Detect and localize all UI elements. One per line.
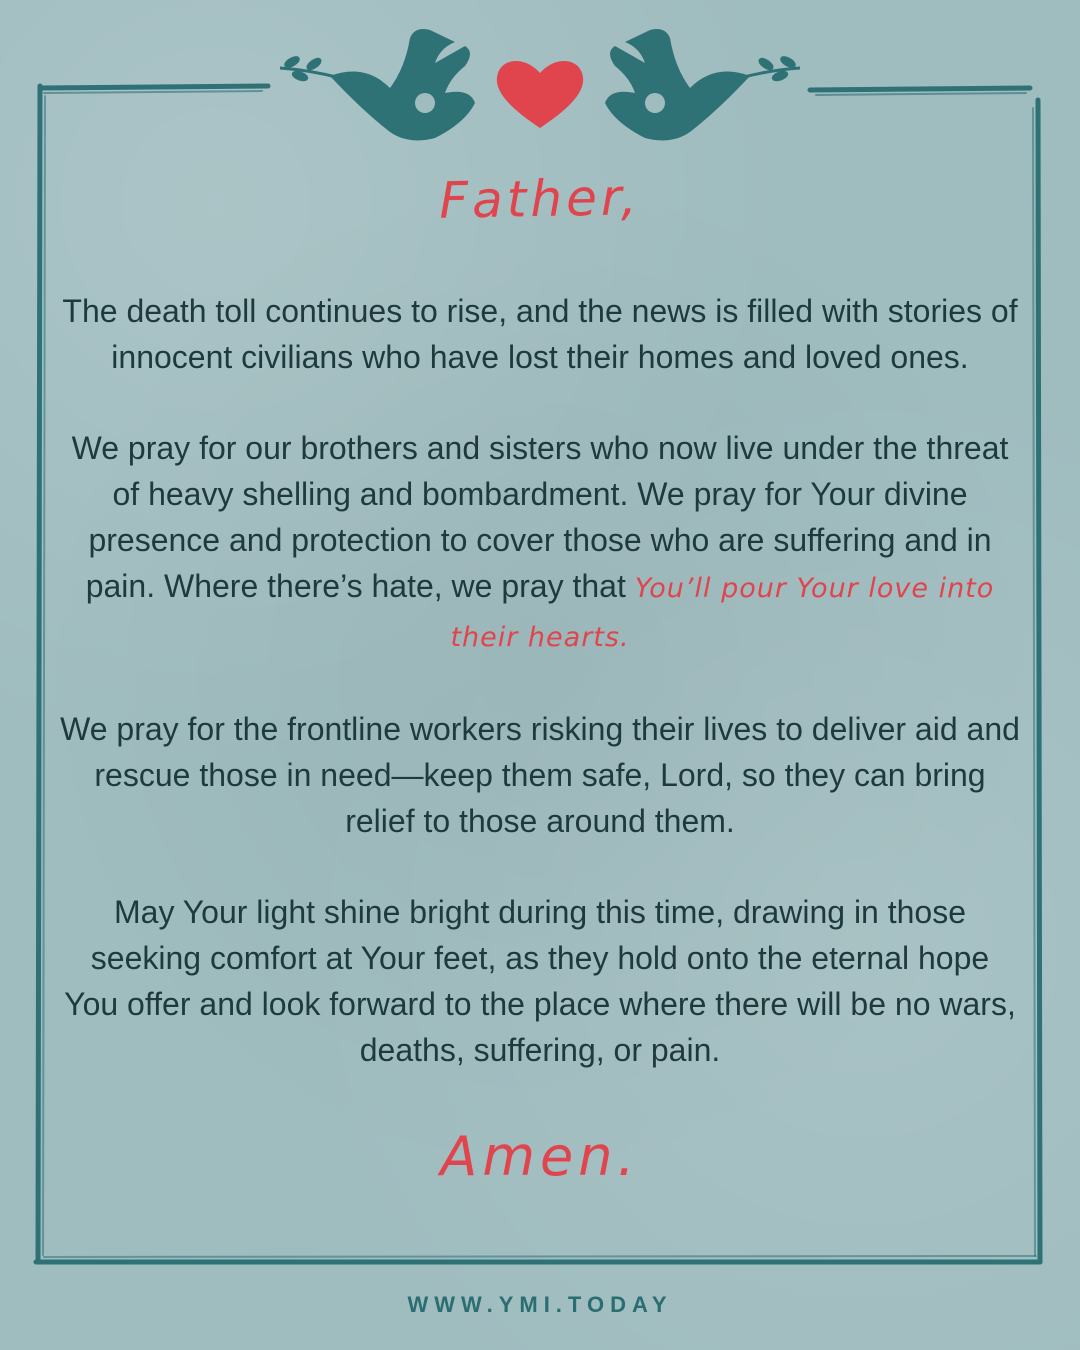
paragraph-4: May Your light shine bright during this time, drawing in those seeking comfort at Your feet, as they hold onto the eternal hope You offer and look forward to the place where there will be no wars, deaths, suffering, or pain.	[64, 894, 1016, 1068]
paragraph-2-main: We pray for our brothers and sisters who now live under the threat of heavy shelling and bombardment. We pray for Your divine presence and protection to cover those who are suffering and in pain. Where there’s hate, we pray that	[71, 430, 1009, 604]
olive-branch-icon	[280, 56, 340, 81]
header-illustration	[270, 18, 810, 168]
prayer-body	[60, 288, 1020, 1118]
paragraph-3: We pray for the frontline workers risking their lives to deliver aid and rescue those in need—keep them safe, Lord, so they can bring relief to those around them.	[60, 711, 1020, 839]
heart-icon	[497, 61, 583, 128]
salutation: Father,	[438, 168, 642, 230]
dove-right-icon	[605, 29, 750, 140]
paragraph-1: The death toll continues to rise, and the news is filled with stories of innocent civilians who have lost their homes and loved ones.	[62, 293, 1018, 375]
closing-amen: Amen.	[440, 1125, 640, 1188]
paragraph-2-script: You’ll pour Your love into their hearts.	[450, 573, 995, 653]
dove-left-icon	[330, 29, 475, 140]
footer-url[interactable]: WWW.YMI.TODAY	[407, 1292, 673, 1317]
paragraph-2	[60, 425, 1020, 661]
